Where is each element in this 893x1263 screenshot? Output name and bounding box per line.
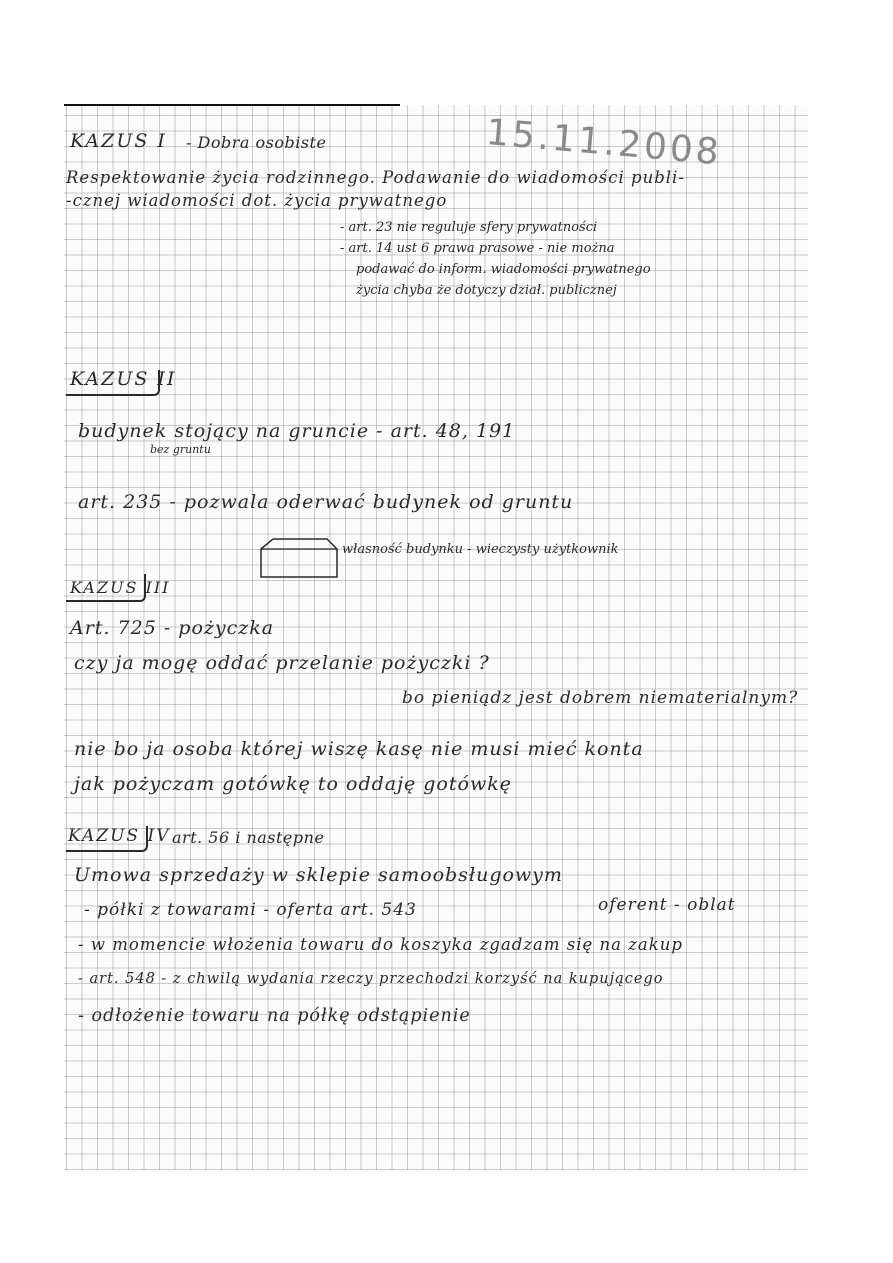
- kazus-1-note-3: podawać do inform. wiadomości prywatnego: [356, 262, 651, 277]
- kazus-1-title: - Dobra osobiste: [186, 133, 327, 152]
- kazus-1-heading: KAZUS I: [70, 130, 167, 152]
- kazus-4-line-1: Umowa sprzedaży w sklepie samoobsługowym: [74, 864, 563, 886]
- kazus-2-line-1: budynek stojący na gruncie - art. 48, 191: [78, 420, 516, 442]
- kazus-3-line-5: jak pożyczam gotówkę to oddaję gotówkę: [74, 773, 512, 795]
- kazus-3-underline: [66, 574, 146, 602]
- kazus-2-underline: [66, 370, 160, 396]
- kazus-3-heading: KAZUS III: [70, 578, 171, 597]
- kazus-3-line-4: nie bo ja osoba której wiszę kasę nie musi mieć konta: [74, 738, 644, 760]
- kazus-2-line-1-sub: bez gruntu: [150, 443, 211, 456]
- kazus-2-heading: KAZUS II: [70, 368, 177, 390]
- kazus-4-heading: KAZUS IV: [68, 826, 171, 846]
- kazus-1-note-1: - art. 23 nie reguluje sfery prywatności: [340, 220, 598, 235]
- kazus-4-line-2: - półki z towarami - oferta art. 543: [84, 900, 417, 920]
- handwritten-date: 15.11.2008: [484, 112, 724, 174]
- kazus-1-line-1: Respektowanie życia rodzinnego. Podawanie do wiadomości publi-: [66, 168, 685, 187]
- kazus-3-line-3: bo pieniądz jest dobrem niematerialnym?: [402, 688, 799, 708]
- page-top-rule: [64, 104, 400, 106]
- kazus-1-line-2: -cznej wiadomości dot. życia prywatnego: [66, 191, 448, 210]
- kazus-4-underline: [66, 826, 148, 852]
- kazus-4-ref: art. 56 i następne: [172, 828, 325, 847]
- kazus-2-line-2: art. 235 - pozwala oderwać budynek od gruntu: [78, 491, 574, 513]
- kazus-3-line-1: Art. 725 - pożyczka: [70, 617, 275, 639]
- building-sketch: [255, 525, 345, 585]
- kazus-4-line-5: - odłożenie towaru na półkę odstąpienie: [78, 1006, 471, 1026]
- kazus-4-line-2-right: oferent - oblat: [598, 895, 736, 915]
- kazus-3-line-2: czy ja mogę oddać przelanie pożyczki ?: [74, 652, 490, 674]
- kazus-1-note-4: życia chyba że dotyczy dział. publicznej: [356, 283, 617, 298]
- kazus-4-line-3: - w momencie włożenia towaru do koszyka zgadzam się na zakup: [78, 935, 683, 954]
- kazus-4-line-4: - art. 548 - z chwilą wydania rzeczy przechodzi korzyść na kupującego: [78, 971, 664, 987]
- kazus-2-sketch-label: własność budynku - wieczysty użytkownik: [342, 542, 619, 557]
- kazus-1-note-2: - art. 14 ust 6 prawa prasowe - nie można: [340, 241, 615, 256]
